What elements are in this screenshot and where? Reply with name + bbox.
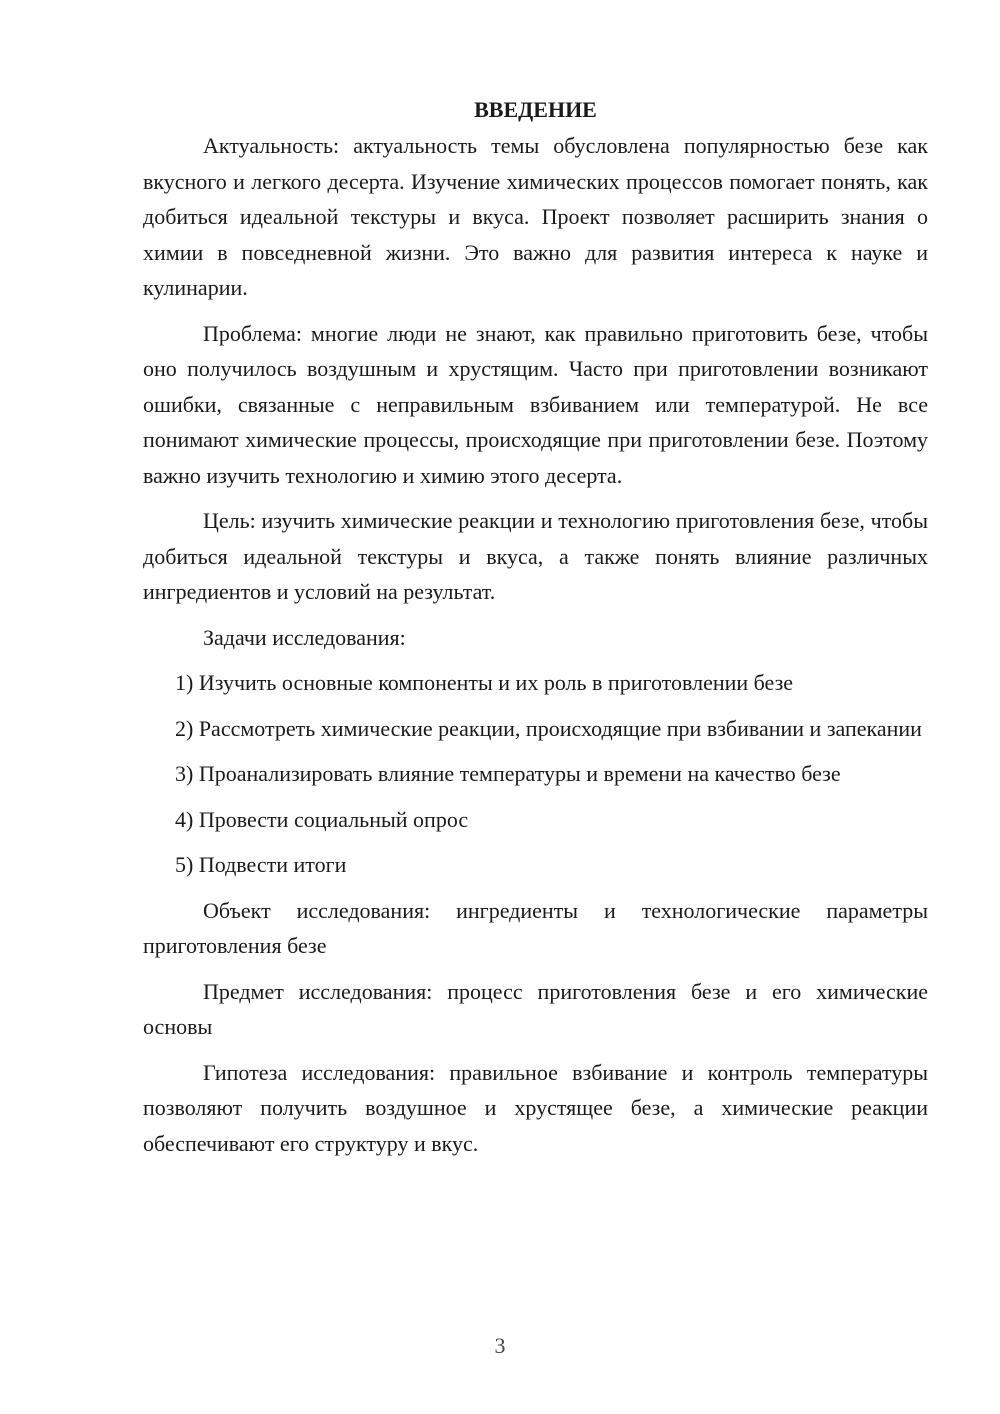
paragraph-subject: Предмет исследования: процесс приготовления безе и его химические основы [143,978,928,1039]
paragraph-hypothesis: Гипотеза исследования: правильное взбивание и контроль температуры позволяют получить воздушное и хрустящее безе, а химические реакции обеспечивают его структуру и вкус. [143,1059,928,1156]
task-item-5: 5) Подвести итоги [175,852,347,877]
task-item-3: 3) Проанализировать влияние температуры и времени на качество безе [175,761,841,786]
task-item-2: 2) Рассмотреть химические реакции, происходящие при взбивании и запекании [175,715,922,741]
paragraph-tasks-heading: Задачи исследования: [203,624,406,650]
paragraph-goal: Цель: изучить химические реакции и технологию приготовления безе, чтобы добиться идеальной текстуры и вкуса, а также понять влияние различных ингредиентов и условий на результат. [143,508,928,604]
task-item-1: 1) Изучить основные компоненты и их роль в приготовлении безе [175,670,794,695]
page-number: 3 [494,1333,506,1358]
section-title: ВВЕДЕНИЕ [474,97,597,122]
task-item-4: 4) Провести социальный опрос [175,806,469,832]
paragraph-relevance: Актуальность: актуальность темы обусловлена популярностью безе как вкусного и легкого десерта. Изучение химических процессов помогает понять, как добиться идеальной текстуры и вкуса. Проект позволяет расширить знания о химии в повседневной жизни. Это важно для развития интереса к науке и кулинарии. [143,133,928,300]
document-page [143,92,928,1171]
paragraph-problem: Проблема: многие люди не знают, как правильно приготовить безе, чтобы оно получилось воздушным и хрустящим. Часто при приготовлении возникают ошибки, связанные с неправильным взбиванием или температурой. Не все понимают химические процессы, происходящие при приготовлении безе. Поэтому важно изучить технологию и химию этого десерта. [143,320,928,488]
paragraph-object: Объект исследования: ингредиенты и технологические параметры приготовления безе [143,897,928,958]
